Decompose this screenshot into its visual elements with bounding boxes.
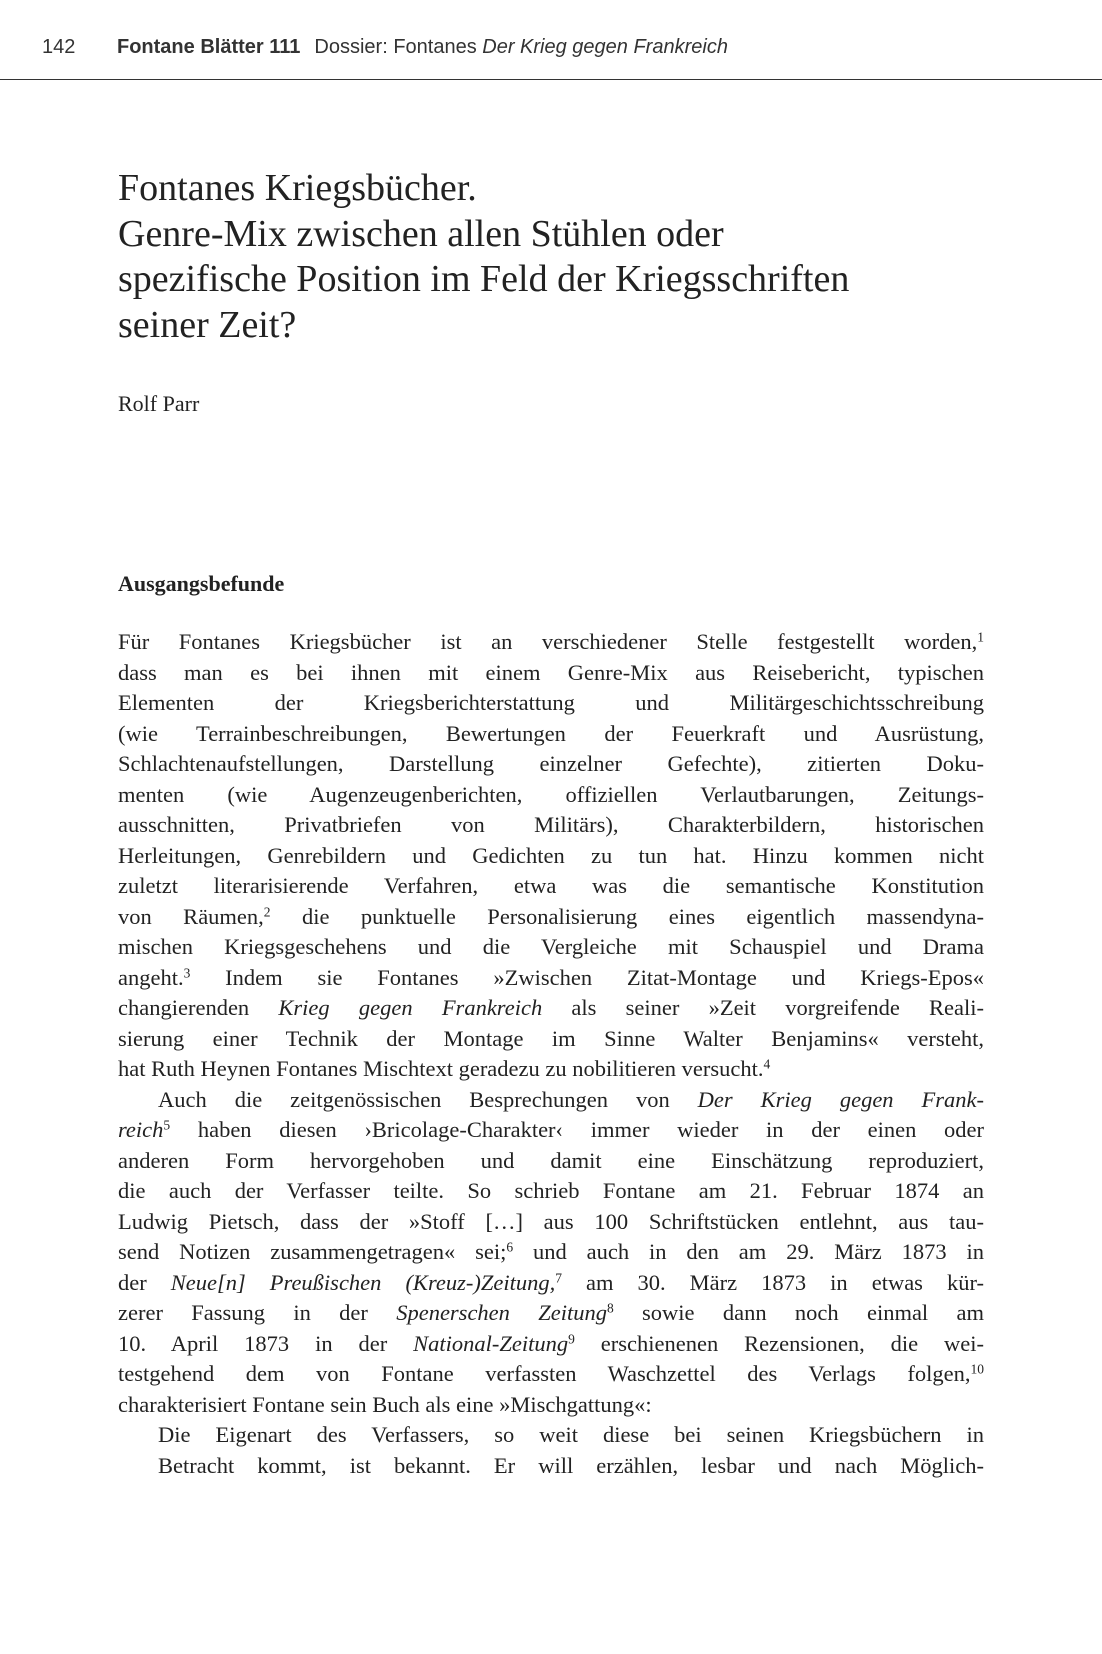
title-line: Fontanes Kriegsbücher. <box>118 167 477 209</box>
text-line <box>118 1115 984 1146</box>
text-line: mischen Kriegsgeschehens und die Vergleiche mit Schauspiel und Drama <box>118 934 984 959</box>
block-quote-line: Die Eigenart des Verfassers, so weit diese bei seinen Kriegsbüchern in <box>158 1422 984 1447</box>
text-run: changierenden <box>118 995 279 1020</box>
text-line: die auch der Verfasser teilte. So schrieb Fontane am 21. Februar 1874 an <box>118 1178 984 1203</box>
work-title: reich <box>118 1117 164 1142</box>
text-line <box>118 902 984 933</box>
newspaper-title: National-Zeitung <box>413 1330 569 1356</box>
footnote-marker[interactable]: 2 <box>263 904 271 920</box>
text-line: (wie Terrainbeschreibungen, Bewertungen der Feuerkraft und Ausrüstung, <box>118 720 984 746</box>
text-line: dass man es bei ihnen mit einem Genre-Mix aus Reisebericht, typischen <box>118 659 984 685</box>
body-text <box>118 627 984 1481</box>
text-run: Indem sie Fontanes »Zwischen Zitat-Montage und Kriegs-Epos« <box>190 964 984 990</box>
running-head <box>0 0 1102 80</box>
newspaper-title: Spenerschen Zeitung <box>396 1300 607 1325</box>
author-name: Rolf Parr <box>118 391 200 416</box>
text-run: sowie dann noch einmal am <box>613 1300 984 1325</box>
text-run: angeht. <box>118 964 184 990</box>
text-line <box>118 1237 984 1268</box>
running-head-line <box>42 36 728 59</box>
page-number: 142 <box>42 36 76 58</box>
text-run: erschienenen Rezensionen, die wei- <box>574 1330 984 1356</box>
title-line: Genre-Mix zwischen allen Stühlen oder <box>118 212 724 255</box>
text-line: Ludwig Pietsch, dass der »Stoff […] aus 100 Schriftstücken entlehnt, aus tau- <box>118 1208 984 1234</box>
text-line <box>118 993 984 1024</box>
text-run: hat Ruth Heynen Fontanes Mischtext geradezu zu nobilitieren versucht. <box>118 1056 764 1081</box>
footnote-marker[interactable]: 3 <box>183 965 191 981</box>
text-line: Herleitungen, Genrebildern und Gedichten zu tun hat. Hinzu kommen nicht <box>118 842 984 868</box>
footnote-marker[interactable]: 6 <box>506 1239 514 1255</box>
dossier-title: Der Krieg gegen Frankreich <box>482 36 728 58</box>
title-line: seiner Zeit? <box>118 303 297 346</box>
text-run: Auch die zeitgenössischen Besprechungen von <box>158 1086 698 1112</box>
text-line: sierung einer Technik der Montage im Sinne Walter Benjamins« versteht, <box>118 1025 984 1051</box>
text-line: ausschnitten, Privatbriefen von Militärs), Charakterbildern, historischen <box>118 812 984 837</box>
text-line <box>118 1085 984 1116</box>
article-title <box>118 166 984 348</box>
newspaper-title: Neue[n] Preußischen (Kreuz-)Zeitung, <box>170 1269 556 1295</box>
text-run: testgehend dem von Fontane verfassten Waschzettel des Verlags folgen, <box>118 1361 971 1386</box>
text-line <box>118 1054 984 1085</box>
text-run: 10. April 1873 in der <box>118 1330 414 1356</box>
footnote-marker[interactable]: 5 <box>163 1117 171 1133</box>
text-line <box>118 627 984 658</box>
text-run: die punktuelle Personalisierung eines eigentlich massendyna- <box>270 903 984 929</box>
text-line: anderen Form hervorgehoben und damit eine Einschätzung reproduziert, <box>118 1147 984 1173</box>
work-title: Der Krieg gegen Frank- <box>697 1086 984 1112</box>
title-line: spezifische Position im Feld der Kriegsschriften <box>118 258 850 300</box>
text-line: Elementen der Kriegsberichterstattung und Militärgeschichtsschreibung <box>118 690 984 715</box>
text-run: zerer Fassung in der <box>118 1300 397 1325</box>
footnote-marker[interactable]: 8 <box>606 1300 614 1316</box>
section-heading: Ausgangsbefunde <box>118 571 285 596</box>
text-run: und auch in den am 29. März 1873 in <box>513 1239 985 1264</box>
text-run: von Räumen, <box>118 903 264 929</box>
text-line <box>118 1268 984 1299</box>
work-title: Krieg gegen Frankreich <box>278 995 543 1020</box>
text-line: Schlachtenaufstellungen, Darstellung einzelner Gefechte), zitierten Doku- <box>118 751 984 776</box>
text-run: Für Fontanes Kriegsbücher ist an verschiedener Stelle festgestellt worden, <box>118 629 978 654</box>
footnote-marker[interactable]: 4 <box>763 1056 771 1072</box>
text-line <box>118 963 984 994</box>
footnote-marker[interactable]: 10 <box>970 1361 984 1377</box>
text-run: send Notizen zusammengetragen« sei; <box>118 1239 507 1264</box>
text-line <box>118 1329 984 1360</box>
journal-name: Fontane Blätter 111 <box>117 36 301 58</box>
article-content <box>118 166 984 1481</box>
dossier-prefix: Dossier: Fontanes <box>314 36 477 58</box>
footnote-marker[interactable]: 7 <box>555 1270 562 1286</box>
text-run: am 30. März 1873 in etwas kür- <box>561 1269 984 1295</box>
text-run: als seiner »Zeit vorgreifende Reali- <box>542 995 984 1020</box>
footnote-marker[interactable]: 1 <box>977 629 984 645</box>
text-run: haben diesen ›Bricolage-Charakter‹ immer wieder in der einen oder <box>170 1117 984 1142</box>
text-run: der <box>118 1269 171 1295</box>
text-line: zuletzt literarisierende Verfahren, etwa was die semantische Konstitution <box>118 873 984 898</box>
text-line: charakterisiert Fontane sein Buch als eine »Mischgattung«: <box>118 1391 652 1417</box>
text-line <box>118 1298 984 1329</box>
footnote-marker[interactable]: 9 <box>568 1331 575 1347</box>
block-quote-line: Betracht kommt, ist bekannt. Er will erzählen, lesbar und nach Möglich- <box>158 1452 984 1478</box>
text-line: menten (wie Augenzeugenberichten, offiziellen Verlautbarungen, Zeitungs- <box>118 781 984 807</box>
text-line <box>118 1359 984 1390</box>
